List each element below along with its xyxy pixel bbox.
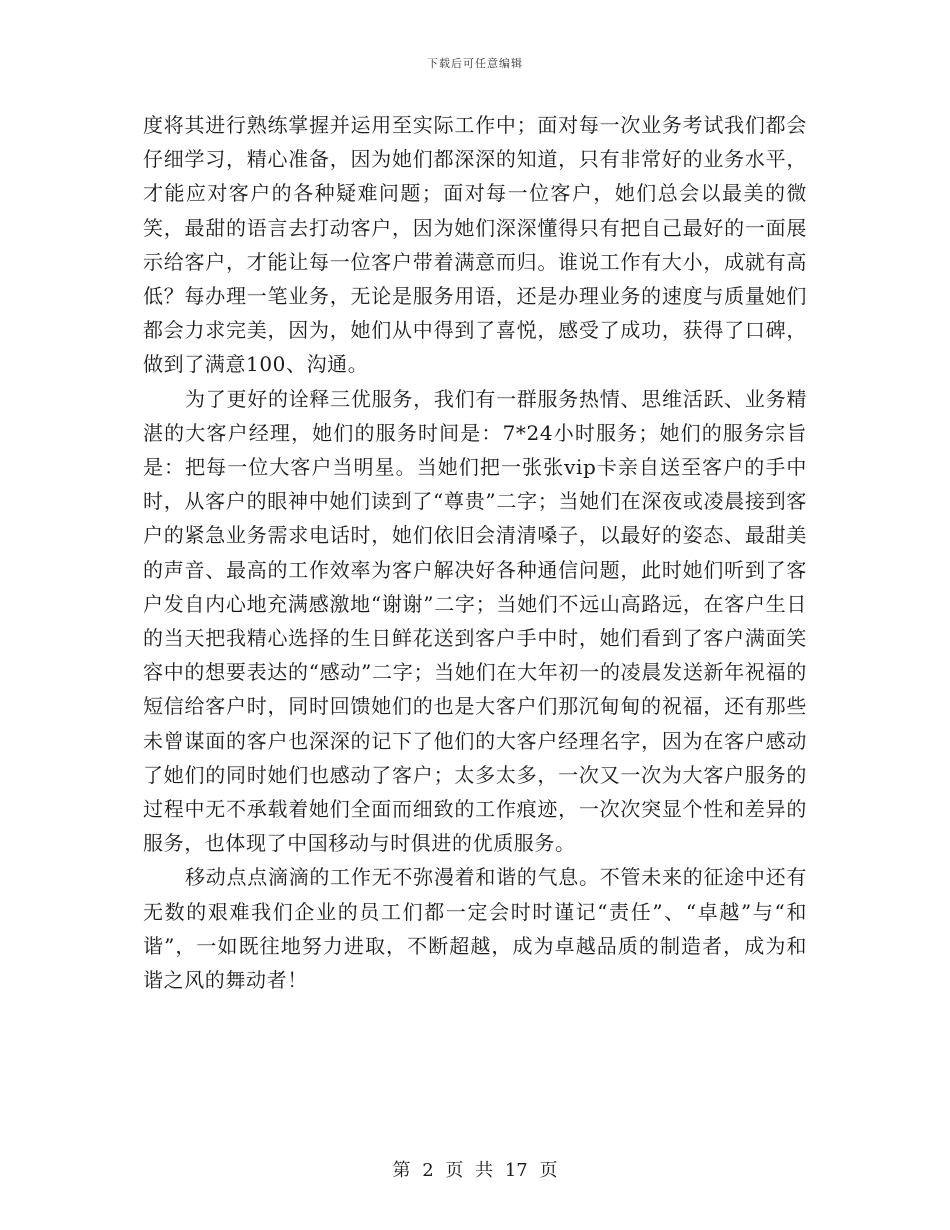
page-header: 下载后可任意编辑 <box>427 57 523 70</box>
document-body <box>143 108 807 997</box>
page-number-footer: 第 2 页 共 17 页 <box>392 1160 558 1181</box>
paragraph-3: 移动点点滴滴的工作无不弥漫着和谐的气息。不管未来的征途中还有无数的艰难我们企业的员工们都一定会时时谨记“责任”、“卓越”与“和谐”，一如既往地努力进取，不断超越，成为卓越品质的制造者，成为和谐之风的舞动者！ <box>143 865 807 993</box>
paragraph-2: 为了更好的诠释三优服务，我们有一群服务热情、思维活跃、业务精湛的大客户经理，她们的服务时间是：7*24小时服务；她们的服务宗旨是：把每一位大客户当明星。当她们把一张张vip卡亲自送至客户的手中时，从客户的眼神中她们读到了“尊贵”二字；当她们在深夜或凌晨接到客户的紧急业务需求电话时，她们依旧会清清嗓子，以最好的姿态、最甜美的声音、最高的工作效率为客户解决好各种通信问题，此时她们听到了客户发自内心地充满感激地“谢谢”二字；当她们不远山高路远，在客户生日的当天把我精心选择的生日鲜花送到客户手中时，她们看到了客户满面笑容中的想要表达的“感动”二字；当她们在大年初一的凌晨发送新年祝福的短信给客户时，同时回馈她们的也是大客户们那沉甸甸的祝福，还有那些未曾谋面的客户也深深的记下了他们的大客户经理名字，因为在客户感动了她们的同时她们也感动了客户；太多太多，一次又一次为大客户服务的过程中无不承载着她们全面而细致的工作痕迹，一次次突显个性和差异的服务，也体现了中国移动与时俱进的优质服务。 <box>143 386 807 856</box>
paragraph-1: 度将其进行熟练掌握并运用至实际工作中；面对每一次业务考试我们都会仔细学习，精心准备，因为她们都深深的知道，只有非常好的业务水平，才能应对客户的各种疑难问题；面对每一位客户，她们总会以最美的微笑，最甜的语言去打动客户，因为她们深深懂得只有把自己最好的一面展示给客户，才能让每一位客户带着满意而归。谁说工作有大小，成就有高低？每办理一笔业务，无论是服务用语，还是办理业务的速度与质量她们都会力求完美，因为，她们从中得到了喜悦，感受了成功，获得了口碑，做到了满意100、沟通。 <box>143 113 807 377</box>
